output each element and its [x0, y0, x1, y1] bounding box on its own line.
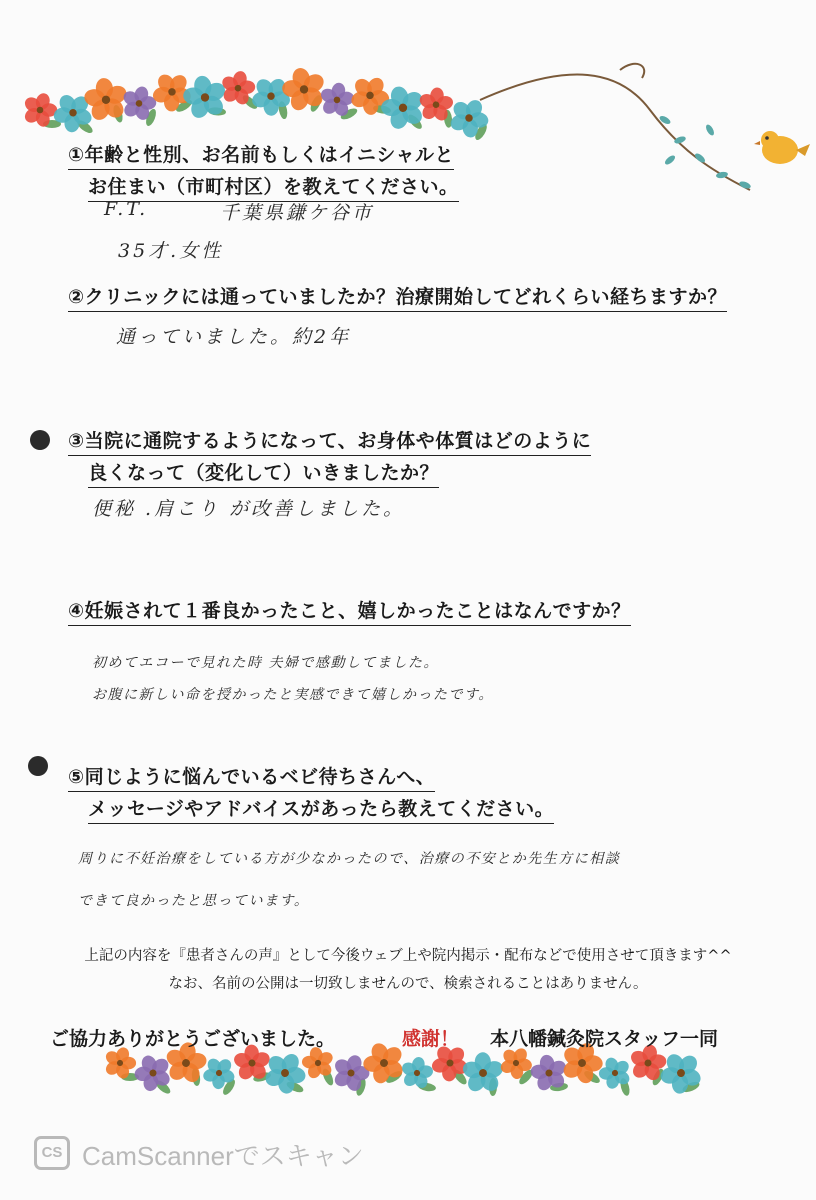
question-1 — [68, 140, 459, 204]
answer-1-age: 35才.女性 — [118, 240, 224, 262]
question-2 — [68, 282, 727, 314]
camscanner-watermark: CamScannerでスキャン — [82, 1141, 364, 1171]
answer-5-line-2: できて良かったと思っています。 — [78, 893, 310, 909]
kansha-label: 感謝！ — [402, 1028, 460, 1050]
punch-hole — [30, 430, 50, 450]
answer-4-line-1: 初めてエコーで見れた時 夫婦で感動してました。 — [92, 655, 439, 671]
answer-5-line-1: 周りに不妊治療をしている方が少なかったので、治療の不安とか先生方に相談 — [78, 851, 621, 867]
bird-icon — [754, 131, 810, 164]
question-5-line-1: ⑤同じように悩んでいるベビ待ちさんへ、 — [68, 763, 435, 792]
question-5 — [68, 762, 554, 826]
thanks-message: ご協力ありがとうございました。 — [50, 1028, 336, 1050]
question-3-line-2: 良くなって（変化して）いきましたか？ — [88, 459, 439, 488]
question-4 — [68, 596, 631, 628]
question-5-line-2: メッセージやアドバイスがあったら教えてください。 — [88, 795, 554, 824]
answer-3: 便秘 .肩こり が改善しました。 — [92, 498, 406, 520]
usage-notice-line-2: なお、名前の公開は一切致しませんので、検索されることはありません。 — [168, 976, 648, 992]
usage-notice-line-1: 上記の内容を『患者さんの声』として今後ウェブ上や院内掲示・配布などで使用させて頂きます^^ — [84, 948, 732, 964]
question-4-line-1: ④妊娠されて１番良かったこと、嬉しかったことはなんですか？ — [68, 597, 631, 626]
answer-4-line-2: お腹に新しい命を授かったと実感できて嬉しかったです。 — [92, 687, 494, 703]
question-2-line-1: ②クリニックには通っていましたか？治療開始してどれくらい経ちますか？ — [68, 283, 727, 312]
question-3 — [68, 426, 591, 490]
question-1-line-1: ①年齢と性別、お名前もしくはイニシャルと — [68, 141, 454, 170]
question-3-line-1: ③当院に通院するようになって、お身体や体質はどのように — [68, 427, 591, 456]
answer-1-city: 千葉県鎌ケ谷市 — [220, 202, 375, 224]
answer-2: 通っていました。約2年 — [116, 326, 352, 348]
answer-1-initials: F.T. — [104, 198, 149, 220]
question-1-line-2: お住まい（市町村区）を教えてください。 — [88, 173, 459, 202]
punch-hole — [28, 756, 48, 776]
camscanner-logo-icon: CS — [34, 1136, 70, 1170]
staff-signature: 本八幡鍼灸院スタッフ一同 — [490, 1028, 719, 1050]
